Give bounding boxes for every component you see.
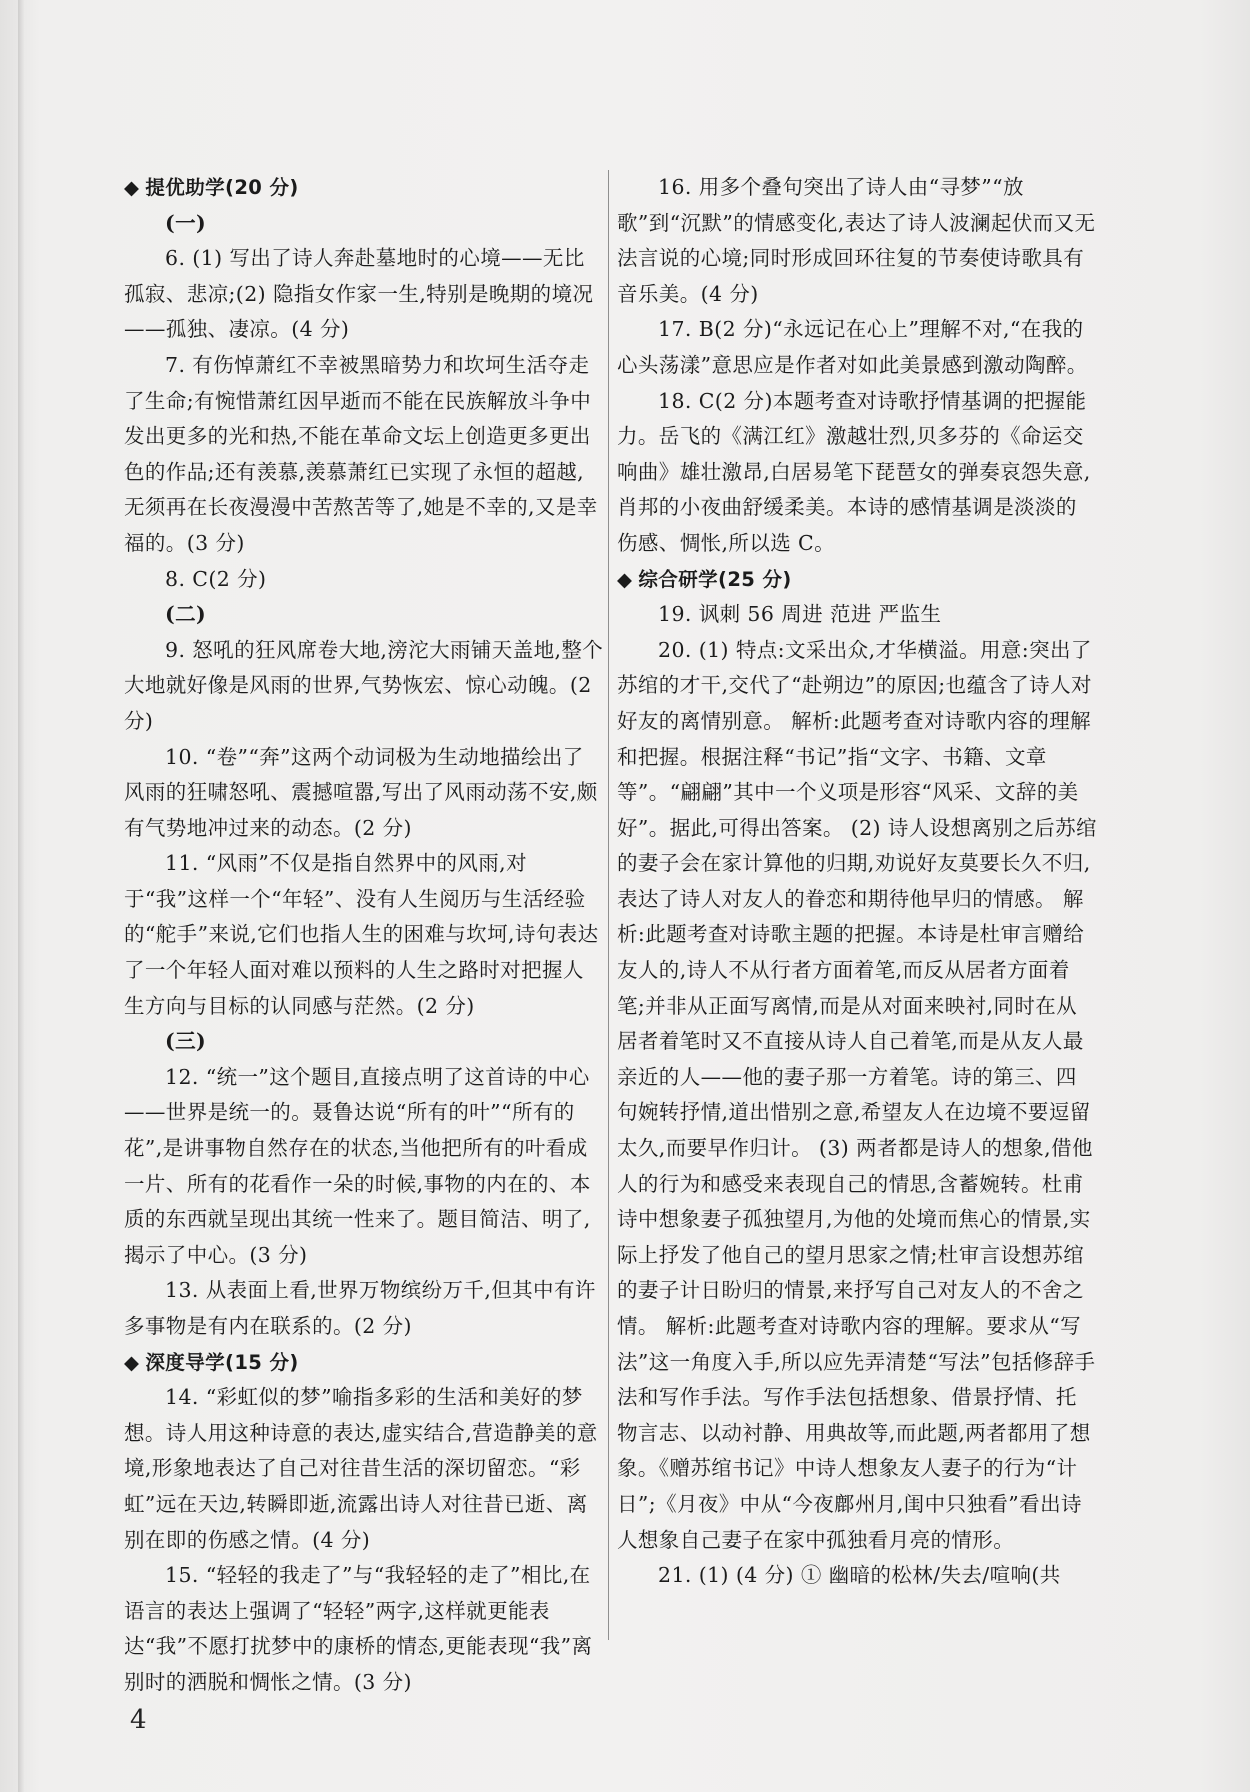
page-number: 4 [130,1705,147,1735]
section-title-tiyou [124,170,604,206]
part-heading-2: (二) [165,602,207,627]
section-title-text: 深度导学(15 分) [145,1350,299,1374]
answer-q9: 9. 怒吼的狂风席卷大地,滂沱大雨铺天盖地,整个大地就好像是风雨的世界,气势恢宏、惊心动魄。(2 分) [124,637,604,733]
answer-q17: 17. B(2 分)“永远记在心上”理解不对,“在我的心头荡漾”意思应是作者对如此美景感到激动陶醉。 [617,317,1088,377]
answer-q19: 19. 讽刺 56 周进 范进 严监生 [658,602,942,627]
answer-q18: 18. C(2 分)本题考查对诗歌抒情基调的把握能力。岳飞的《满江红》激越壮烈,贝多芬的《命运交响曲》雄壮激昂,白居易笔下琵琶女的弹奏哀怨失意,肖邦的小夜曲舒缓柔美。本诗的感情基调是淡淡的伤感、惆怅,所以选 C。 [617,388,1091,555]
answer-q21: 21. (1) (4 分) ① 幽暗的松林/失去/喧响(共 [658,1563,1061,1588]
section-title-text: 综合研学(25 分) [638,567,792,591]
answer-q6: 6. (1) 写出了诗人奔赴墓地时的心境——无比孤寂、悲凉;(2) 隐指女作家一生,特别是晚期的境况——孤独、凄凉。(4 分) [124,246,594,342]
binding-shadow [18,0,24,1792]
part-heading-3: (三) [165,1029,207,1054]
answer-q16: 16. 用多个叠句突出了诗人由“寻梦”“放歌”到“沉默”的情感变化,表达了诗人波澜起伏而又无法言说的心境;同时形成回环往复的节奏使诗歌具有音乐美。(4 分) [617,175,1096,306]
answer-q15: 15. “轻轻的我走了”与“我轻轻的走了”相比,在语言的表达上强调了“轻轻”两字,这样就更能表达“我”不愿打扰梦中的康桥的情态,更能表现“我”离别时的洒脱和惆怅之情。(3 分) [124,1563,593,1694]
diamond-icon: ◆ [124,176,140,199]
answer-q10: 10. “卷”“奔”这两个动词极为生动地描绘出了风雨的狂啸怒吼、震撼喧嚣,写出了风雨动荡不安,颇有气势地冲过来的动态。(2 分) [124,744,598,840]
right-column [617,170,1097,1594]
section-title-zonghe [617,562,1097,598]
answer-q14: 14. “彩虹似的梦”喻指多彩的生活和美好的梦想。诗人用这种诗意的表达,虚实结合,营造静美的意境,形象地表达了自己对往昔生活的深切留恋。“彩虹”远在天边,转瞬即逝,流露出诗人对往昔已逝、离别在即的伤感之情。(4 分) [124,1385,598,1552]
answer-q11: 11. “风雨”不仅是指自然界中的风雨,对于“我”这样一个“年轻”、没有人生阅历与生活经验的“舵手”来说,它们也指人生的困难与坎坷,诗句表达了一个年轻人面对难以预料的人生之路时对把握人生方向与目标的认同感与茫然。(2 分) [124,851,599,1018]
column-divider [608,170,609,1640]
part-heading-1: (一) [165,210,207,235]
answer-q7: 7. 有伤悼萧红不幸被黑暗势力和坎坷生活夺走了生命;有惋惜萧红因早逝而不能在民族解放斗争中发出更多的光和热,不能在革命文坛上创造更多更出色的作品;还有羡慕,羡慕萧红已实现了永恒的超越,无须再在长夜漫漫中苦熬苦等了,她是不幸的,又是幸福的。(3 分) [124,352,598,555]
diamond-icon: ◆ [124,1350,140,1374]
answer-q8: 8. C(2 分) [165,566,267,591]
left-column [124,170,604,1701]
section-title-shendu [124,1345,604,1381]
section-title-text: 提优助学(20 分) [145,176,299,199]
answer-q12: 12. “统一”这个题目,直接点明了这首诗的中心——世界是统一的。聂鲁达说“所有的叶”“所有的花”,是讲事物自然存在的状态,当他把所有的叶看成一片、所有的花看作一朵的时候,事物的内在的、本质的东西就呈现出其统一性来了。题目简洁、明了,揭示了中心。(3 分) [124,1064,591,1267]
answer-q20: 20. (1) 特点:文采出众,才华横溢。用意:突出了苏绾的才干,交代了“赴朔边”的原因;也蕴含了诗人对好友的离情别意。 解析:此题考查对诗歌内容的理解和把握。根据注释“书记”指“文字、书籍、文章等”。“翩翩”其中一个义项是形容“风采、文辞的美好”。据此,可得出答案。 (2) 诗人设想离别之后苏绾的妻子会在家计算他的归期,劝说好友莫要长久不归,表达了诗人对友人的眷恋和期待他早归的情感。 解析:此题考查对诗歌主题的把握。本诗是杜审言赠给友人的,诗人不从行者方面着笔,而反从居者方面着笔;并非从正面写离情,而是从对面来映衬,同时在从居者着笔时又不直接从诗人自己着笔,而是从友人最亲近的人——他的妻子那一方着笔。诗的第三、四句婉转抒情,道出惜别之意,希望友人在边境不要逗留太久,而要早作归计。 (3) 两者都是诗人的想象,借他人的行为和感受来表现自己的情思,含蓄婉转。杜甫诗中想象妻子孤独望月,为他的处境而焦心的情景,实际上抒发了他自己的望月思家之情;杜审言设想苏绾的妻子计日盼归的情景,来抒写自己对友人的不舍之情。 解析:此题考查对诗歌内容的理解。要求从“写法”这一角度入手,所以应先弄清楚“写法”包括修辞手法和写作手法。写作手法包括想象、借景抒情、托物言志、以动衬静、用典故等,而此题,两者都用了想象。《赠苏绾书记》中诗人想象友人妻子的行为“计日”;《月夜》中从“今夜鄜州月,闺中只独看”看出诗人想象自己妻子在家中孤独看月亮的情形。 [617,637,1097,1552]
diamond-icon: ◆ [617,567,633,591]
answer-q13: 13. 从表面上看,世界万物缤纷万千,但其中有许多事物是有内在联系的。(2 分) [124,1278,596,1338]
